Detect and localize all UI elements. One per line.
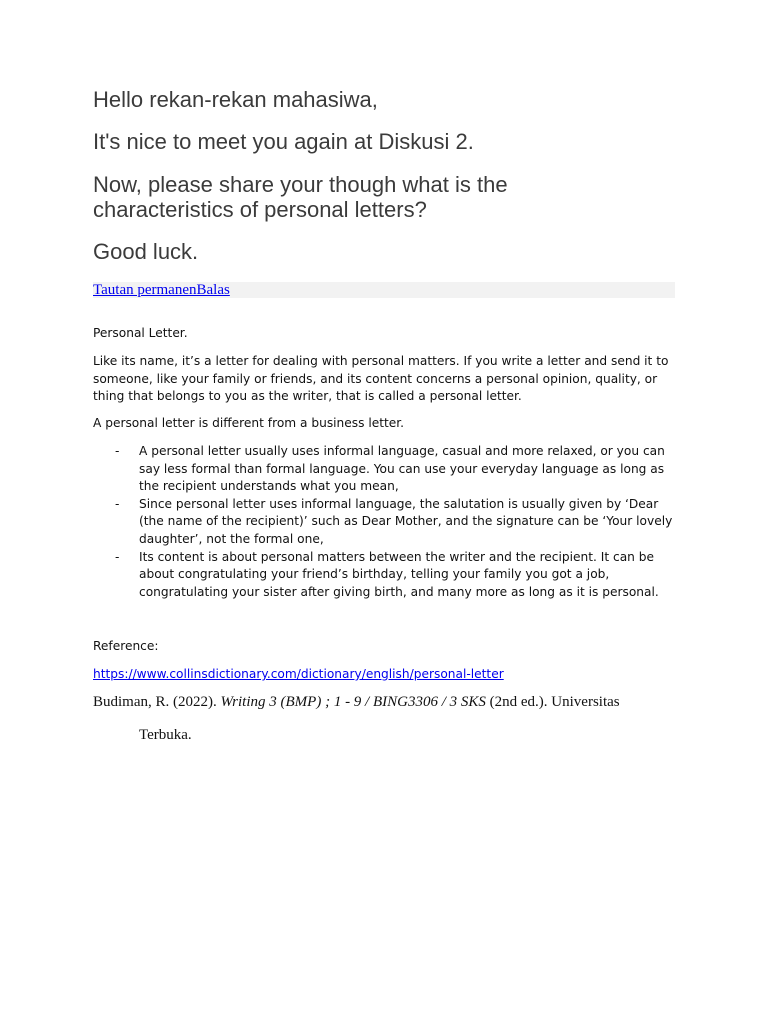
welcome-line: It's nice to meet you again at Diskusi 2. [93,129,474,154]
citation-continuation: Terbuka. [139,727,192,743]
list-item [93,549,683,602]
reference-link[interactable]: https://www.collinsdictionary.com/dictionary/english/personal-letter [93,667,504,681]
bullet-marker: - [115,549,120,564]
reference-url-line [93,666,683,684]
list-item [93,496,683,549]
definition-paragraph: Like its name, it’s a letter for dealing with personal matters. If you write a letter and send it to someone, like your family or friends, and its content concerns a personal opinion, quality, or thing that belongs to you as the writer, that is called a personal letter. [93,354,669,404]
difference-list [93,443,683,601]
greeting-line: Hello rekan-rekan mahasiwa, [93,87,378,112]
list-item [93,443,683,496]
closing-line: Good luck. [93,239,199,264]
difference-intro: A personal letter is different from a business letter. [93,416,405,430]
reference-label: Reference: [93,639,159,653]
permalink-link[interactable]: Tautan permanen [93,282,197,298]
citation-edition-publisher: (2nd ed.). Universitas [485,694,620,710]
citation-author-year: Budiman, R. (2022). [93,694,221,710]
list-item-text: Its content is about personal matters between the writer and the recipient. It can be about congratulating your friend’s birthday, telling your family you got a job, congratulating your sister after giving birth, and many more as long as it is personal. [139,549,659,599]
bullet-marker: - [115,444,120,458]
citation-line [93,693,683,711]
reply-link[interactable]: Balas [196,282,230,298]
citation-title: Writing 3 (BMP) ; 1 - 9 / BING3306 / 3 SKS [220,694,486,710]
list-item-text: Since personal letter uses informal language, the salutation is usually given by ‘Dear (the name of the recipient)’ such as Dear Mother, and the signature can be ‘Your lovely daughter’, not the formal one, [139,496,673,546]
question-line: Now, please share your though what is the characteristics of personal letters? [93,172,508,222]
list-item-text: A personal letter usually uses informal language, casual and more relaxed, or you can say less formal than formal language. You can use your everyday language as long as the recipient understands what you mean, [139,444,665,494]
reply-heading: Personal Letter. [93,326,188,340]
bullet-marker: - [115,496,120,511]
post-actions-bar [93,282,675,298]
